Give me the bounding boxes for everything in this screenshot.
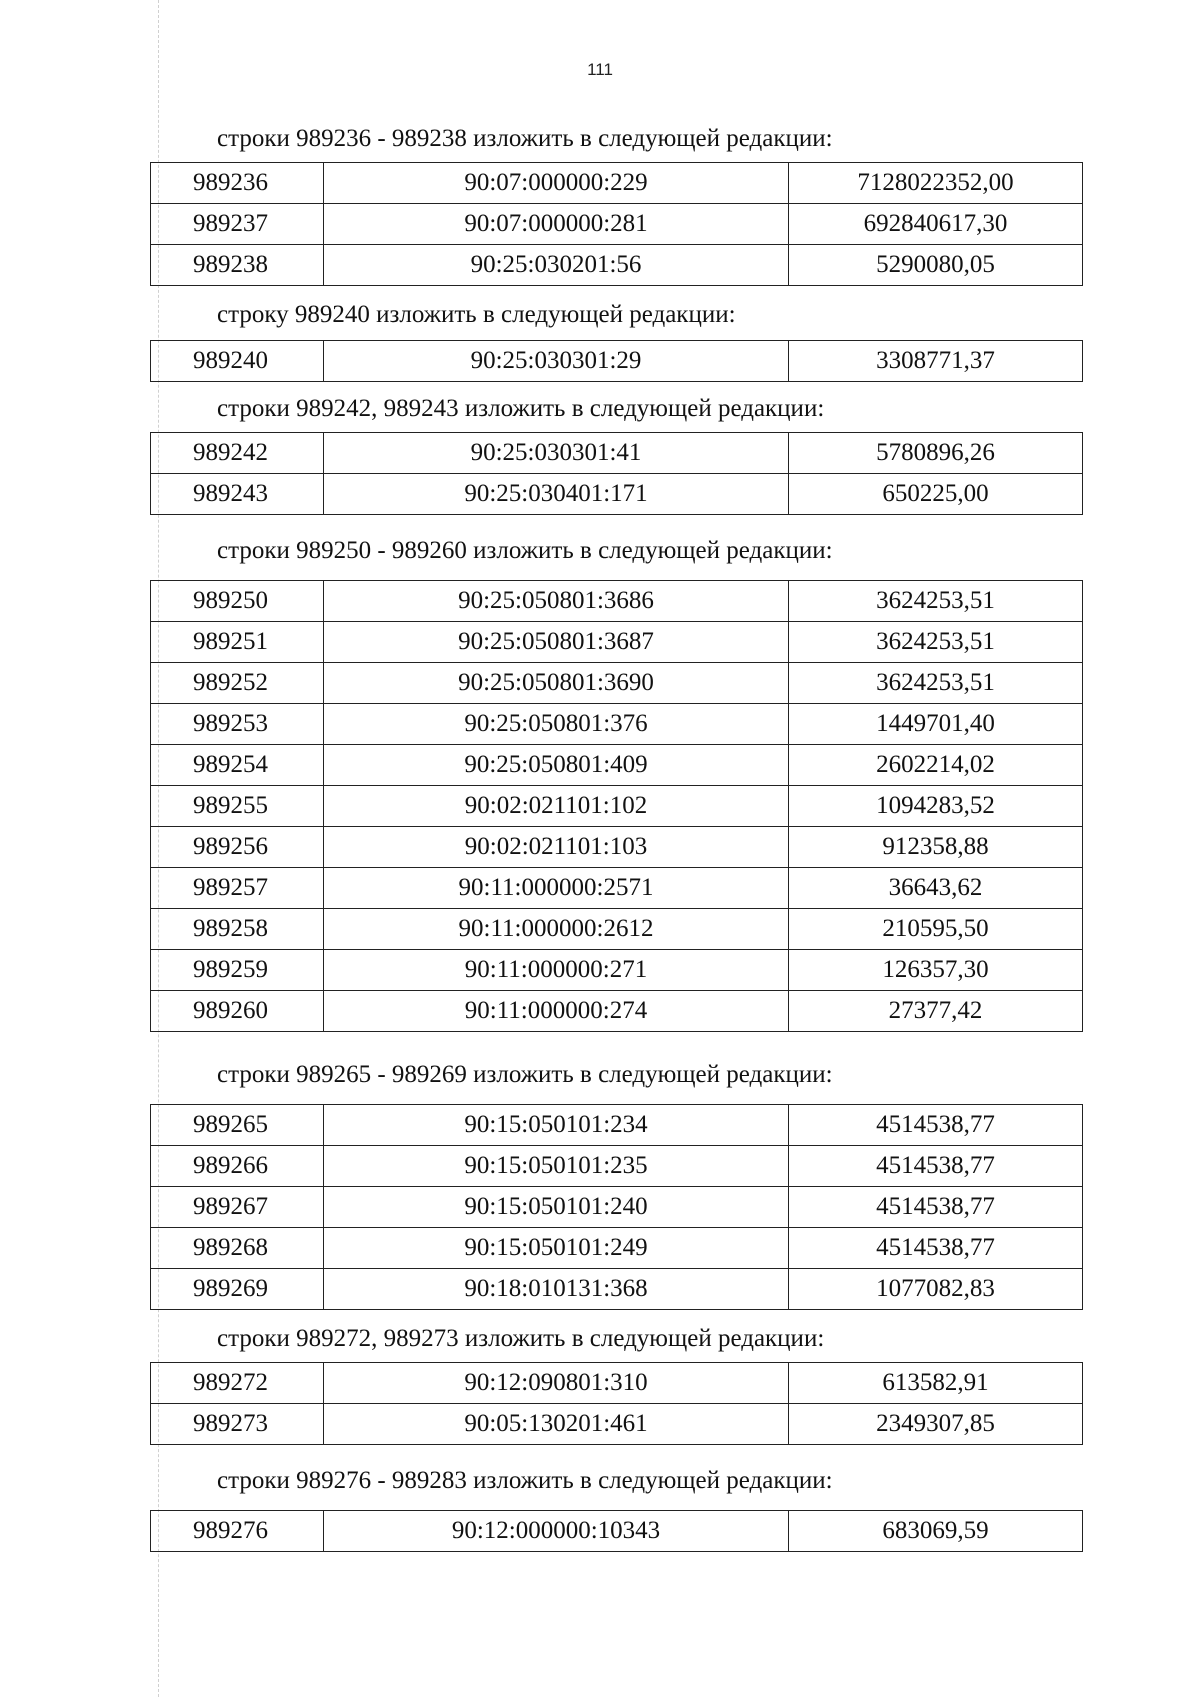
table-row (151, 1269, 1083, 1310)
amendment-table (150, 1510, 1083, 1552)
table-row (151, 663, 1083, 704)
cadastral-number-cell: 90:25:050801:3686 (324, 581, 789, 622)
row-number-cell: 989257 (151, 868, 324, 909)
row-number-cell: 989256 (151, 827, 324, 868)
row-number-cell: 989240 (151, 341, 324, 382)
row-number-cell: 989269 (151, 1269, 324, 1310)
value-cell: 683069,59 (789, 1511, 1083, 1552)
value-cell: 912358,88 (789, 827, 1083, 868)
section-title: строки 989265 - 989269 изложить в следующей редакции: (217, 1061, 833, 1088)
table-row (151, 204, 1083, 245)
table-row (151, 786, 1083, 827)
value-cell: 692840617,30 (789, 204, 1083, 245)
row-number-cell: 989276 (151, 1511, 324, 1552)
cadastral-number-cell: 90:25:050801:3687 (324, 622, 789, 663)
table-row (151, 1404, 1083, 1445)
row-number-cell: 989265 (151, 1105, 324, 1146)
value-cell: 4514538,77 (789, 1105, 1083, 1146)
table-row (151, 1146, 1083, 1187)
row-number-cell: 989254 (151, 745, 324, 786)
value-cell: 5290080,05 (789, 245, 1083, 286)
cadastral-number-cell: 90:02:021101:102 (324, 786, 789, 827)
section-title: строки 989242, 989243 изложить в следующей редакции: (217, 395, 825, 422)
cadastral-number-cell: 90:25:030301:29 (324, 341, 789, 382)
row-number-cell: 989243 (151, 474, 324, 515)
table-row (151, 163, 1083, 204)
cadastral-number-cell: 90:15:050101:235 (324, 1146, 789, 1187)
table-row (151, 474, 1083, 515)
value-cell: 36643,62 (789, 868, 1083, 909)
row-number-cell: 989237 (151, 204, 324, 245)
amendment-table (150, 1362, 1083, 1445)
row-number-cell: 989253 (151, 704, 324, 745)
row-number-cell: 989268 (151, 1228, 324, 1269)
value-cell: 2602214,02 (789, 745, 1083, 786)
table-row (151, 433, 1083, 474)
value-cell: 7128022352,00 (789, 163, 1083, 204)
table-row (151, 745, 1083, 786)
section-title: строку 989240 изложить в следующей редакции: (217, 301, 736, 328)
amendment-table (150, 580, 1083, 1032)
value-cell: 4514538,77 (789, 1146, 1083, 1187)
value-cell: 4514538,77 (789, 1187, 1083, 1228)
cadastral-number-cell: 90:12:090801:310 (324, 1363, 789, 1404)
row-number-cell: 989252 (151, 663, 324, 704)
value-cell: 1449701,40 (789, 704, 1083, 745)
cadastral-number-cell: 90:07:000000:229 (324, 163, 789, 204)
table-row (151, 1511, 1083, 1552)
cadastral-number-cell: 90:15:050101:240 (324, 1187, 789, 1228)
table-row (151, 581, 1083, 622)
section-title: строки 989236 - 989238 изложить в следующей редакции: (217, 125, 833, 152)
cadastral-number-cell: 90:25:050801:409 (324, 745, 789, 786)
cadastral-number-cell: 90:18:010131:368 (324, 1269, 789, 1310)
table-row (151, 1363, 1083, 1404)
row-number-cell: 989238 (151, 245, 324, 286)
value-cell: 5780896,26 (789, 433, 1083, 474)
cadastral-number-cell: 90:11:000000:271 (324, 950, 789, 991)
value-cell: 210595,50 (789, 909, 1083, 950)
cadastral-number-cell: 90:15:050101:234 (324, 1105, 789, 1146)
cadastral-number-cell: 90:05:130201:461 (324, 1404, 789, 1445)
table-row (151, 1105, 1083, 1146)
section-title: строки 989272, 989273 изложить в следующей редакции: (217, 1325, 825, 1352)
value-cell: 126357,30 (789, 950, 1083, 991)
table-row (151, 991, 1083, 1032)
cadastral-number-cell: 90:25:030401:171 (324, 474, 789, 515)
table-row (151, 1228, 1083, 1269)
cadastral-number-cell: 90:25:030201:56 (324, 245, 789, 286)
cadastral-number-cell: 90:15:050101:249 (324, 1228, 789, 1269)
row-number-cell: 989259 (151, 950, 324, 991)
table-row (151, 245, 1083, 286)
table-row (151, 868, 1083, 909)
cadastral-number-cell: 90:02:021101:103 (324, 827, 789, 868)
section-title: строки 989250 - 989260 изложить в следующей редакции: (217, 537, 833, 564)
value-cell: 4514538,77 (789, 1228, 1083, 1269)
value-cell: 3624253,51 (789, 581, 1083, 622)
table-row (151, 950, 1083, 991)
cadastral-number-cell: 90:25:030301:41 (324, 433, 789, 474)
table-row (151, 909, 1083, 950)
value-cell: 1094283,52 (789, 786, 1083, 827)
row-number-cell: 989242 (151, 433, 324, 474)
amendment-table (150, 162, 1083, 286)
amendment-table (150, 340, 1083, 382)
cadastral-number-cell: 90:07:000000:281 (324, 204, 789, 245)
value-cell: 3308771,37 (789, 341, 1083, 382)
table-row (151, 341, 1083, 382)
value-cell: 3624253,51 (789, 663, 1083, 704)
row-number-cell: 989260 (151, 991, 324, 1032)
value-cell: 650225,00 (789, 474, 1083, 515)
table-row (151, 1187, 1083, 1228)
row-number-cell: 989273 (151, 1404, 324, 1445)
value-cell: 27377,42 (789, 991, 1083, 1032)
cadastral-number-cell: 90:11:000000:274 (324, 991, 789, 1032)
row-number-cell: 989258 (151, 909, 324, 950)
row-number-cell: 989251 (151, 622, 324, 663)
row-number-cell: 989266 (151, 1146, 324, 1187)
cadastral-number-cell: 90:25:050801:3690 (324, 663, 789, 704)
table-row (151, 827, 1083, 868)
section-title: строки 989276 - 989283 изложить в следующей редакции: (217, 1467, 833, 1494)
row-number-cell: 989267 (151, 1187, 324, 1228)
value-cell: 3624253,51 (789, 622, 1083, 663)
page-number: 111 (587, 60, 613, 79)
row-number-cell: 989272 (151, 1363, 324, 1404)
table-row (151, 622, 1083, 663)
cadastral-number-cell: 90:11:000000:2571 (324, 868, 789, 909)
table-row (151, 704, 1083, 745)
row-number-cell: 989236 (151, 163, 324, 204)
amendment-table (150, 1104, 1083, 1310)
row-number-cell: 989255 (151, 786, 324, 827)
value-cell: 613582,91 (789, 1363, 1083, 1404)
value-cell: 2349307,85 (789, 1404, 1083, 1445)
value-cell: 1077082,83 (789, 1269, 1083, 1310)
row-number-cell: 989250 (151, 581, 324, 622)
cadastral-number-cell: 90:11:000000:2612 (324, 909, 789, 950)
amendment-table (150, 432, 1083, 515)
cadastral-number-cell: 90:25:050801:376 (324, 704, 789, 745)
cadastral-number-cell: 90:12:000000:10343 (324, 1511, 789, 1552)
